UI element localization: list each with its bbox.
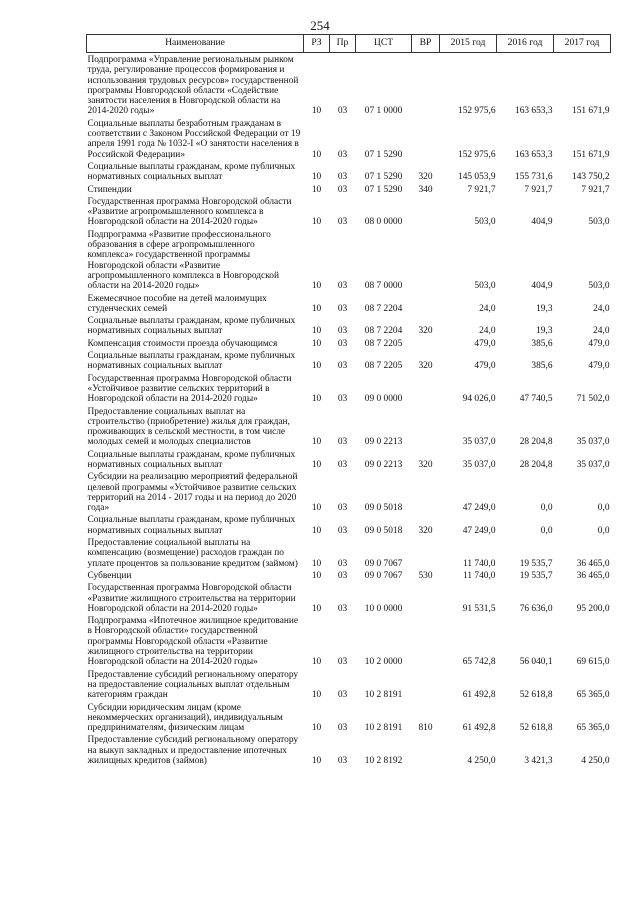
row-rz: 10 xyxy=(311,603,322,614)
row-2016: 7 921,7 xyxy=(524,184,553,195)
row-rz: 10 xyxy=(311,326,322,337)
row-2017: 0,0 xyxy=(597,503,610,514)
row-2016: 385,6 xyxy=(531,361,553,372)
row-vr: 320 xyxy=(418,326,433,337)
row-2017: 503,0 xyxy=(588,281,610,292)
row-2015: 479,0 xyxy=(474,338,496,349)
row-rz: 10 xyxy=(311,437,322,448)
row-cst: 09 0 7067 xyxy=(364,558,403,569)
row-vr xyxy=(412,230,440,294)
row-name: Государственная программа Новгородской области «Развитие жилищного строительства на территории Новгородской области на 2014-2020 годы» xyxy=(87,583,296,614)
row-rz: 10 xyxy=(311,756,322,766)
row-vr xyxy=(412,119,440,162)
row-2017: 24,0 xyxy=(593,303,610,314)
header-2017: 2017 год xyxy=(554,35,611,53)
table-row xyxy=(87,197,611,230)
row-2017: 151 671,9 xyxy=(572,149,610,160)
row-2015: 47 249,0 xyxy=(462,503,496,514)
row-cst: 09 0 2213 xyxy=(364,459,403,470)
row-pr: 03 xyxy=(337,525,348,536)
row-vr: 810 xyxy=(418,723,433,734)
row-rz: 10 xyxy=(311,690,322,701)
row-name: Подпрограмма «Ипотечное жилищное кредитование в Новгородской области» государственной программы Новгородской области «Развитие жилищного строительства на территории Новгородской области на 2014-2020 годы» xyxy=(87,616,299,668)
row-2017: 95 200,0 xyxy=(576,603,610,614)
row-2015: 61 492,8 xyxy=(462,723,496,734)
row-pr: 03 xyxy=(337,570,348,581)
row-vr: 320 xyxy=(418,172,433,183)
header-2015: 2015 год xyxy=(440,35,497,53)
row-2015: 24,0 xyxy=(479,326,496,337)
row-2015: 94 026,0 xyxy=(462,394,496,405)
row-2015: 152 975,6 xyxy=(458,106,496,117)
row-name: Предоставление социальной выплаты на компенсацию (возмещение) расходов граждан по уплате процентов за пользование кредитом (займом) xyxy=(87,538,298,569)
row-cst: 08 7 0000 xyxy=(364,281,403,292)
row-2016: 52 618,8 xyxy=(519,723,553,734)
row-name: Социальные выплаты гражданам, кроме публичных нормативных социальных выплат xyxy=(87,316,296,337)
row-2015: 7 921,7 xyxy=(467,184,496,195)
row-pr: 03 xyxy=(337,106,348,117)
row-pr: 03 xyxy=(337,756,348,766)
header-pr: Пр xyxy=(330,35,356,53)
row-2015: 145 053,9 xyxy=(458,172,496,183)
row-2016: 52 618,8 xyxy=(519,690,553,701)
row-name: Стипендии xyxy=(87,184,132,195)
row-name: Предоставление субсидий региональному оператору на выкуп закладных и предоставление ипотечных жилищных кредитов (займов) xyxy=(87,735,299,766)
row-cst: 10 2 8191 xyxy=(364,723,403,734)
row-2016: 163 653,3 xyxy=(515,149,553,160)
row-rz: 10 xyxy=(311,525,322,536)
table-row xyxy=(87,616,611,669)
row-pr: 03 xyxy=(337,657,348,668)
row-cst: 08 7 2204 xyxy=(364,303,403,314)
row-2016: 28 204,8 xyxy=(519,459,553,470)
row-name: Социальные выплаты гражданам, кроме публичных нормативных социальных выплат xyxy=(87,449,296,470)
row-cst: 10 2 8191 xyxy=(364,690,403,701)
row-2017: 71 502,0 xyxy=(576,394,610,405)
header-cst: ЦСТ xyxy=(356,35,412,53)
header-vr: ВР xyxy=(412,35,440,53)
row-name: Социальные выплаты гражданам, кроме публичных нормативных социальных выплат xyxy=(87,351,296,372)
row-2015: 479,0 xyxy=(474,361,496,372)
table-row xyxy=(87,316,611,339)
row-cst: 09 0 7067 xyxy=(364,570,403,581)
row-2015: 11 740,0 xyxy=(463,558,496,569)
row-2016: 404,9 xyxy=(531,281,553,292)
table-row xyxy=(87,450,611,473)
table-row xyxy=(87,472,611,515)
row-vr xyxy=(412,472,440,515)
row-2016: 19 535,7 xyxy=(519,570,553,581)
row-name: Субсидии юридическим лицам (кроме некоммерческих организаций), индивидуальным предпринимателям, физическим лицам xyxy=(87,702,283,734)
row-pr: 03 xyxy=(337,149,348,160)
row-name: Социальные выплаты гражданам, кроме публичных нормативных социальных выплат xyxy=(87,161,296,183)
row-2016: 19,3 xyxy=(536,303,553,314)
row-rz: 10 xyxy=(311,558,322,569)
row-pr: 03 xyxy=(337,172,348,183)
row-2015: 503,0 xyxy=(474,281,496,292)
row-rz: 10 xyxy=(311,570,322,581)
row-rz: 10 xyxy=(311,657,322,668)
row-vr xyxy=(412,374,440,407)
row-rz: 10 xyxy=(311,149,322,160)
table-row xyxy=(87,119,611,162)
row-2015: 35 037,0 xyxy=(462,459,496,470)
row-2015: 47 249,0 xyxy=(462,525,496,536)
row-vr xyxy=(412,735,440,768)
row-2016: 3 421,3 xyxy=(524,756,553,766)
row-2015: 4 250,0 xyxy=(467,756,496,766)
row-vr: 340 xyxy=(418,184,433,195)
row-cst: 08 0 0000 xyxy=(364,217,403,228)
row-2016: 28 204,8 xyxy=(519,437,553,448)
row-cst: 08 7 2205 xyxy=(364,361,403,372)
row-2015: 503,0 xyxy=(474,217,496,228)
table-row xyxy=(87,339,611,351)
row-name: Ежемесячное пособие на детей малоимущих студенческих семей xyxy=(87,293,267,314)
row-2017: 35 037,0 xyxy=(576,437,610,448)
row-pr: 03 xyxy=(337,361,348,372)
row-pr: 03 xyxy=(337,281,348,292)
row-pr: 03 xyxy=(337,603,348,614)
row-pr: 03 xyxy=(337,723,348,734)
row-2015: 65 742,8 xyxy=(462,657,496,668)
row-2017: 0,0 xyxy=(597,525,610,536)
row-rz: 10 xyxy=(311,723,322,734)
row-2015: 11 740,0 xyxy=(463,570,496,581)
row-2017: 24,0 xyxy=(593,326,610,337)
row-2016: 47 740,5 xyxy=(519,394,553,405)
row-rz: 10 xyxy=(311,394,322,405)
row-pr: 03 xyxy=(337,303,348,314)
table-row xyxy=(87,583,611,616)
row-vr: 530 xyxy=(418,570,433,581)
row-rz: 10 xyxy=(311,338,322,349)
page-number: 254 xyxy=(310,18,330,33)
row-cst: 07 1 5290 xyxy=(364,172,403,183)
table-row xyxy=(87,703,611,736)
row-vr xyxy=(412,616,440,669)
row-pr: 03 xyxy=(337,326,348,337)
row-2016: 0,0 xyxy=(540,525,553,536)
table-row xyxy=(87,407,611,450)
row-name: Субвенции xyxy=(87,570,132,581)
row-pr: 03 xyxy=(337,184,348,195)
row-2015: 24,0 xyxy=(479,303,496,314)
table-row xyxy=(87,185,611,197)
table-body xyxy=(87,53,611,769)
row-cst: 08 7 2205 xyxy=(364,338,403,349)
table-row xyxy=(87,670,611,703)
row-2017: 4 250,0 xyxy=(581,756,610,766)
row-rz: 10 xyxy=(311,172,322,183)
row-2016: 0,0 xyxy=(540,503,553,514)
row-name: Подпрограмма «Развитие профессионального образования в сфере агропромышленного комплекса» государственной программы Новгородской области «Развитие агропромышленного комплекса в Новгородской области на 2014-2020 годы» xyxy=(87,229,279,292)
row-2017: 479,0 xyxy=(588,338,610,349)
row-cst: 10 0 0000 xyxy=(364,603,403,614)
header-2016: 2016 год xyxy=(497,35,554,53)
row-vr xyxy=(412,294,440,317)
row-name: Государственная программа Новгородской области «Развитие агропромышленного комплекса в Новгородской области на 2014-2020 годы» xyxy=(87,196,292,228)
table-row xyxy=(87,294,611,317)
row-cst: 09 0 5018 xyxy=(364,525,403,536)
row-2016: 56 040,1 xyxy=(519,657,553,668)
row-name: Социальные выплаты безработным гражданам в соответствии с Законом Российской Федерации от 19 апреля 1991 года № 1032-I «О занятости населения в Российской Федерации» xyxy=(87,118,301,160)
row-2016: 19,3 xyxy=(536,326,553,337)
row-rz: 10 xyxy=(311,106,322,117)
row-vr: 320 xyxy=(418,525,433,536)
row-name: Субсидии на реализацию мероприятий федеральной целевой программы «Устойчивое развитие сельских территорий на 2014 - 2017 годы и на период до 2020 года» xyxy=(87,472,298,514)
row-rz: 10 xyxy=(311,184,322,195)
row-pr: 03 xyxy=(337,558,348,569)
row-2017: 69 615,0 xyxy=(576,657,610,668)
row-vr xyxy=(412,407,440,450)
row-cst: 09 0 0000 xyxy=(364,394,403,405)
table-header-row xyxy=(87,35,611,53)
table-row xyxy=(87,230,611,294)
row-cst: 07 1 5290 xyxy=(364,184,403,195)
row-pr: 03 xyxy=(337,503,348,514)
row-2015: 61 492,8 xyxy=(462,690,496,701)
row-2017: 7 921,7 xyxy=(581,184,610,195)
header-rz: РЗ xyxy=(304,35,330,53)
row-name: Подпрограмма «Управление региональным рынком труда, регулирование процессов формирования и использования трудовых ресурсов» государственной программы Новгородской области «Содействие занятости населения в Новгородской области на 2014-2020 годы» xyxy=(87,55,299,117)
table-row xyxy=(87,735,611,768)
row-2015: 91 531,5 xyxy=(462,603,496,614)
row-vr xyxy=(412,197,440,230)
row-vr xyxy=(412,670,440,703)
row-rz: 10 xyxy=(311,303,322,314)
row-2016: 404,9 xyxy=(531,217,553,228)
row-2017: 479,0 xyxy=(588,361,610,372)
table-row xyxy=(87,515,611,538)
row-name: Компенсация стоимости проезда обучающимся xyxy=(87,338,278,349)
table-row xyxy=(87,538,611,571)
table-row xyxy=(87,53,611,119)
row-name: Социальные выплаты гражданам, кроме публичных нормативных социальных выплат xyxy=(87,515,296,536)
row-2016: 155 731,6 xyxy=(515,172,553,183)
row-2017: 503,0 xyxy=(588,217,610,228)
row-2016: 76 636,0 xyxy=(519,603,553,614)
row-2016: 163 653,3 xyxy=(515,106,553,117)
row-pr: 03 xyxy=(337,459,348,470)
row-name: Предоставление субсидий региональному оператору на предоставление социальных выплат отдельным категориям граждан xyxy=(87,669,299,701)
row-2017: 143 750,2 xyxy=(572,172,610,183)
row-vr xyxy=(412,538,440,571)
table-row xyxy=(87,374,611,407)
row-pr: 03 xyxy=(337,338,348,349)
header-name: Наименование xyxy=(87,35,304,53)
row-rz: 10 xyxy=(311,459,322,470)
row-vr: 320 xyxy=(418,459,433,470)
row-2017: 151 671,9 xyxy=(572,106,610,117)
row-vr: 320 xyxy=(418,361,433,372)
row-name: Предоставление социальных выплат на строительство (приобретение) жилья для граждан, проживающих в сельской местности, в том числе молодых семей и молодых специалистов xyxy=(87,406,290,448)
row-2017: 36 465,0 xyxy=(576,558,610,569)
row-2015: 152 975,6 xyxy=(458,149,496,160)
table-row xyxy=(87,571,611,583)
row-cst: 10 2 8192 xyxy=(364,756,403,766)
row-cst: 09 0 2213 xyxy=(364,437,403,448)
row-2016: 385,6 xyxy=(531,338,553,349)
row-2017: 65 365,0 xyxy=(576,723,610,734)
row-rz: 10 xyxy=(311,503,322,514)
row-cst: 07 1 0000 xyxy=(364,106,403,117)
row-vr xyxy=(412,339,440,351)
row-cst: 08 7 2204 xyxy=(364,326,403,337)
row-2017: 36 465,0 xyxy=(576,570,610,581)
row-vr xyxy=(412,583,440,616)
row-pr: 03 xyxy=(337,437,348,448)
table-row xyxy=(87,162,611,185)
row-rz: 10 xyxy=(311,217,322,228)
budget-table xyxy=(86,34,611,768)
row-pr: 03 xyxy=(337,394,348,405)
row-2016: 19 535,7 xyxy=(519,558,553,569)
row-name: Государственная программа Новгородской области «Устойчивое развитие сельских территорий в Новгородской области на 2014-2020 годы» xyxy=(87,373,292,405)
table-row xyxy=(87,351,611,374)
row-2015: 35 037,0 xyxy=(462,437,496,448)
row-2017: 65 365,0 xyxy=(576,690,610,701)
row-pr: 03 xyxy=(337,217,348,228)
row-cst: 09 0 5018 xyxy=(364,503,403,514)
row-cst: 10 2 0000 xyxy=(364,657,403,668)
row-2017: 35 037,0 xyxy=(576,459,610,470)
row-cst: 07 1 5290 xyxy=(364,149,403,160)
row-vr xyxy=(412,53,440,119)
row-rz: 10 xyxy=(311,281,322,292)
row-rz: 10 xyxy=(311,361,322,372)
row-pr: 03 xyxy=(337,690,348,701)
